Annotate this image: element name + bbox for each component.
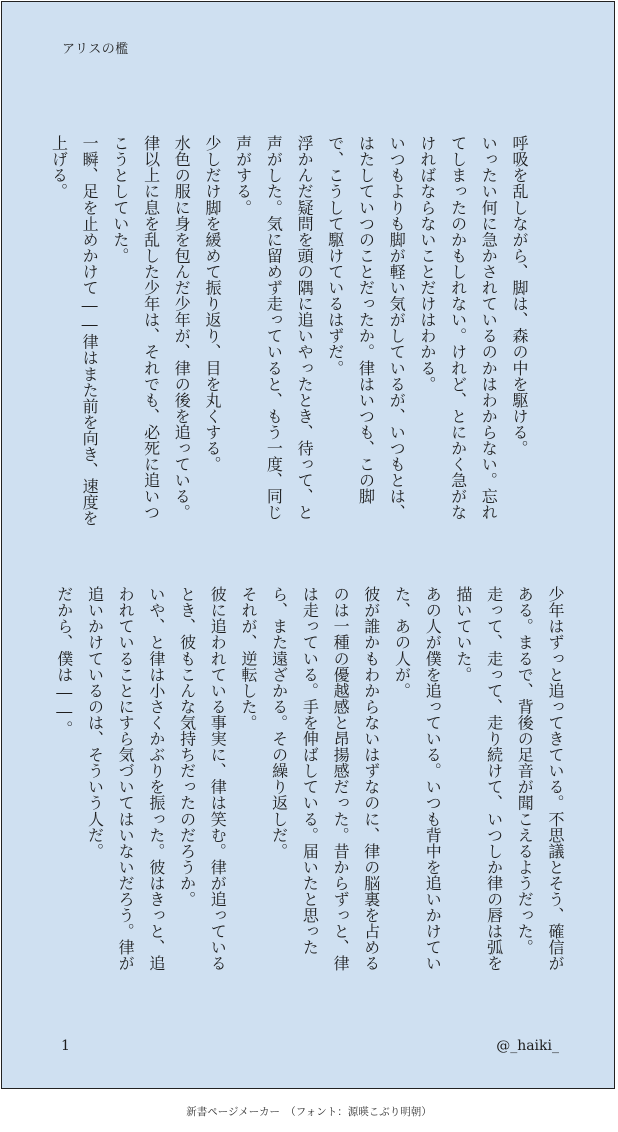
paragraph: 彼に追われている事実に、律は笑む。律が追っているとき、彼もこんな気持ちだったのだろうか。 xyxy=(177,586,228,972)
paragraph: 水色の服に身を包んだ少年が、律の後を追っている。律以上に息を乱した少年は、それでも、必死に追いつこうとしていた。 xyxy=(110,135,192,521)
author-handle: @_haiki_ xyxy=(496,1038,559,1054)
paragraph: 浮かんだ疑問を頭の隅に追いやったとき、待って、と声がした。気に留めず走っていると、もう一度、同じ声がする。 xyxy=(233,135,315,521)
paragraph: それが、逆転した。 xyxy=(238,586,258,731)
book-page xyxy=(1,1,615,1089)
paragraph: いつもよりも脚が軽い気がしているが、いつもとは、はたしていつのことだったか。律はいつも、この脚で、こうして駆けているはずだ。 xyxy=(325,135,407,521)
paragraph: 少しだけ脚を緩めて振り返り、目を丸くする。 xyxy=(202,135,222,473)
paragraph: だから、僕は――。 xyxy=(54,586,74,737)
paragraph: 走って、走って、走り続けて、いつしか律の唇は弧を描いていた。 xyxy=(453,586,504,972)
paragraph: あの人が僕を追っている。いつも背中を追いかけていた、あの人が。 xyxy=(392,586,443,972)
page-number: 1 xyxy=(61,1038,70,1054)
paragraph: 彼が誰かもわからないはずなのに、律の脳裏を占めるのは一種の優越感と昂揚感だった。昔からずっと、律は走っている。手を伸ばしている。届いたと思ったら、また遠ざかる。その繰り返しだ。 xyxy=(269,586,381,972)
page-title: アリスの檻 xyxy=(62,42,129,57)
paragraph: いや、と律は小さくかぶりを振った。彼はきっと、追われていることにすら気づいてはいないだろう。律が追いかけているのは、そういう人だ。 xyxy=(85,586,166,972)
lower-text-block xyxy=(48,586,570,986)
paragraph: 一瞬、足を止めかけて――律はまた前を向き、速度を上げる。 xyxy=(49,135,100,527)
footer-credit: 新書ページメーカー （フォント：源暎こぶり明朝） xyxy=(186,1106,432,1118)
upper-text-block xyxy=(43,135,534,535)
paragraph: いったい何に急かされているのかはわからない。忘れてしまったのかもしれない。けれど、とにかく急がなければならないことだけはわかる。 xyxy=(417,135,499,521)
paragraph: 少年はずっと追ってきている。不思議とそう、確信がある。まるで、背後の足音が聞こえるようだった。 xyxy=(515,586,565,972)
paragraph: 呼吸を乱しながら、脚は、森の中を駆ける。 xyxy=(510,135,529,456)
